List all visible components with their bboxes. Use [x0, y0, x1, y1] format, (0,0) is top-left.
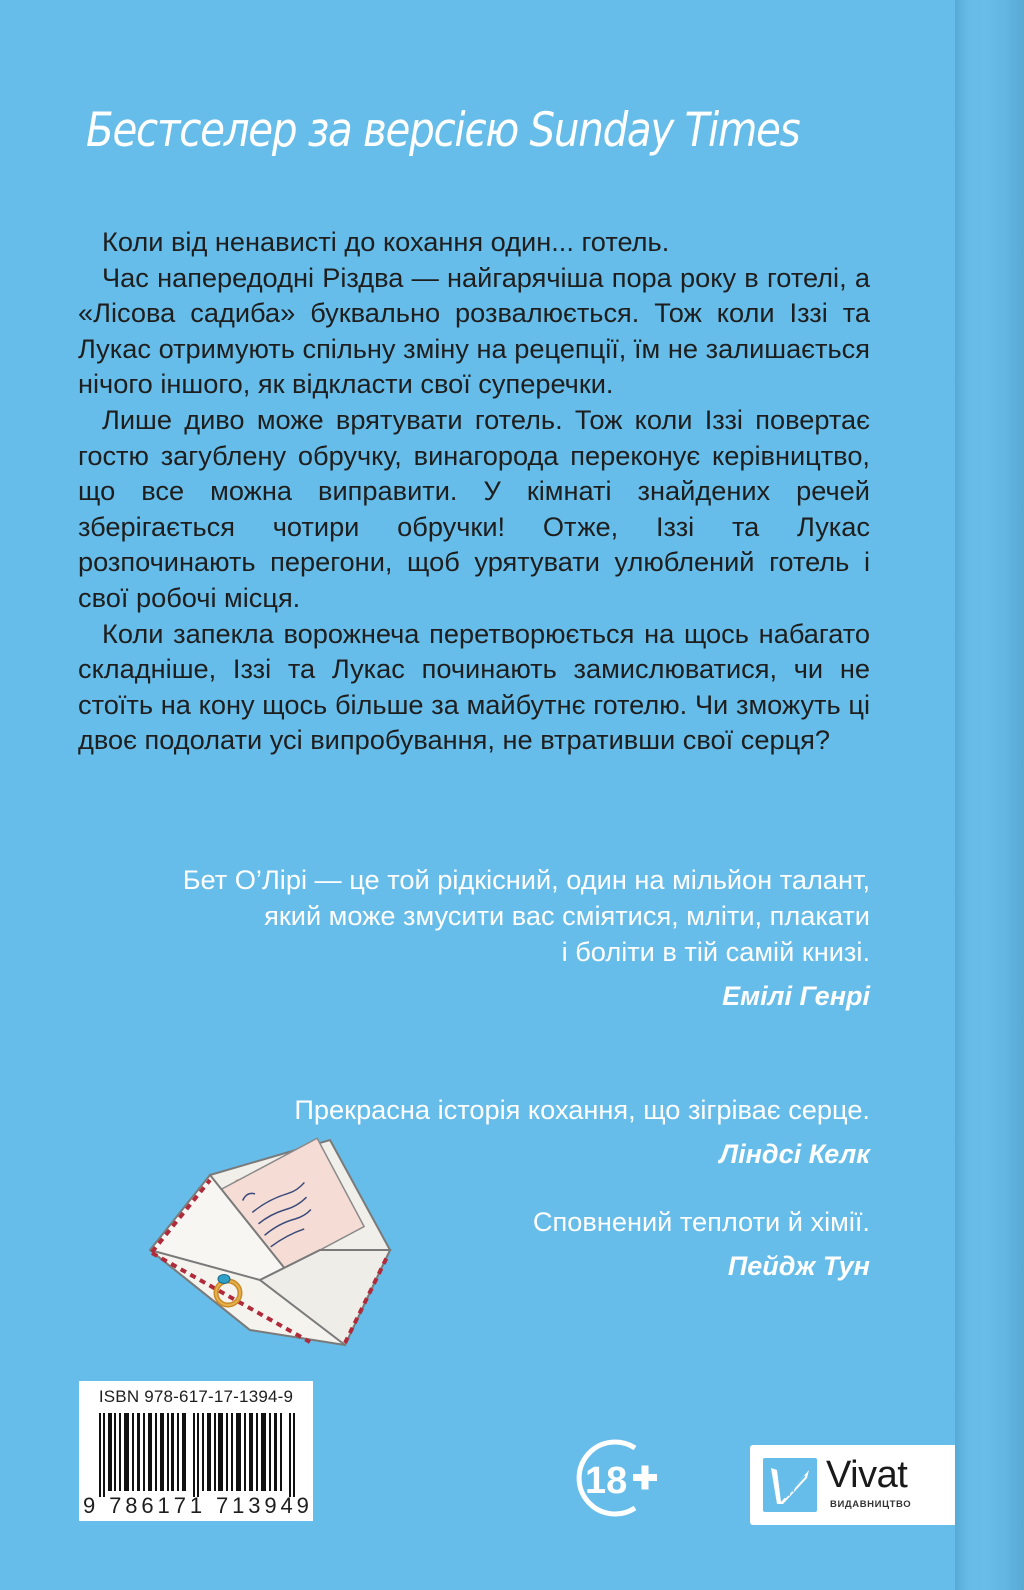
blurb-paragraph: Коли від ненависті до кохання один... готель.: [102, 226, 670, 257]
review-quote: [78, 862, 870, 1014]
publisher-name: Vivat: [826, 1454, 908, 1496]
quote-author: Пейдж Тун: [727, 1251, 870, 1281]
isbn-barcode: [79, 1381, 313, 1521]
age-rating-badge: [573, 1438, 673, 1518]
envelope-illustration: [140, 1100, 400, 1350]
publisher-logo: [750, 1445, 955, 1525]
publisher-subtitle: ВИДАВНИЦТВО: [830, 1499, 912, 1510]
quote-line: Бет О’Лірі — це той рідкісний, один на мільйон талант,: [182, 864, 870, 895]
book-blurb: [78, 224, 870, 758]
bestseller-tagline: Бестселер за версією Sunday Times: [86, 103, 800, 158]
blurb-paragraph: Коли запекла ворожнеча перетворюється на щось набагато складніше, Іззі та Лукас починають замислюватися, чи не стоїть на кону щось більше за майбутнє готелю. Чи зможуть ці двоє подолати усі випробування, не втративши свої серця?: [78, 617, 870, 756]
quote-author: Емілі Генрі: [722, 981, 870, 1011]
envelope-icon: [140, 1100, 400, 1350]
blurb-paragraph: Лише диво може врятувати готель. Тож коли Іззі повертає гостю загублену обручку, винагорода переконує керівництво, що все можна виправити. У кімнаті знайдених речей зберігається чотири обручки! Отже, Іззі та Лукас розпочинають перегони, щоб урятувати улюблений готель і свої робочі місця.: [78, 403, 870, 613]
quote-line: Сповнений теплоти й хімії.: [532, 1206, 870, 1237]
quote-author: Ліндсі Келк: [719, 1139, 870, 1169]
barcode-icon: [99, 1413, 295, 1497]
quote-line: який може змусити вас сміятися, мліти, плакати: [264, 900, 870, 931]
barcode-digits: 9 786171 713949: [83, 1493, 313, 1518]
book-spine: [955, 0, 1024, 1590]
quote-line: і боліти в тій самій книзі.: [561, 936, 870, 967]
quote-line: Прекрасна історія кохання, що зігріває серце.: [294, 1094, 870, 1125]
age-18-plus-icon: [573, 1438, 673, 1518]
age-rating-text: 18: [585, 1460, 628, 1502]
blurb-paragraph: Час напередодні Різдва — найгарячіша пора року в готелі, а «Лісова садиба» буквально розвалюється. Тож коли Іззі та Лукас отримують спільну зміну на рецепції, їм не залишається нічого іншого, як відкласти свої суперечки.: [78, 261, 870, 400]
isbn-label: ISBN 978-617-17-1394-9: [98, 1387, 294, 1406]
vivat-quill-icon: [763, 1458, 817, 1512]
